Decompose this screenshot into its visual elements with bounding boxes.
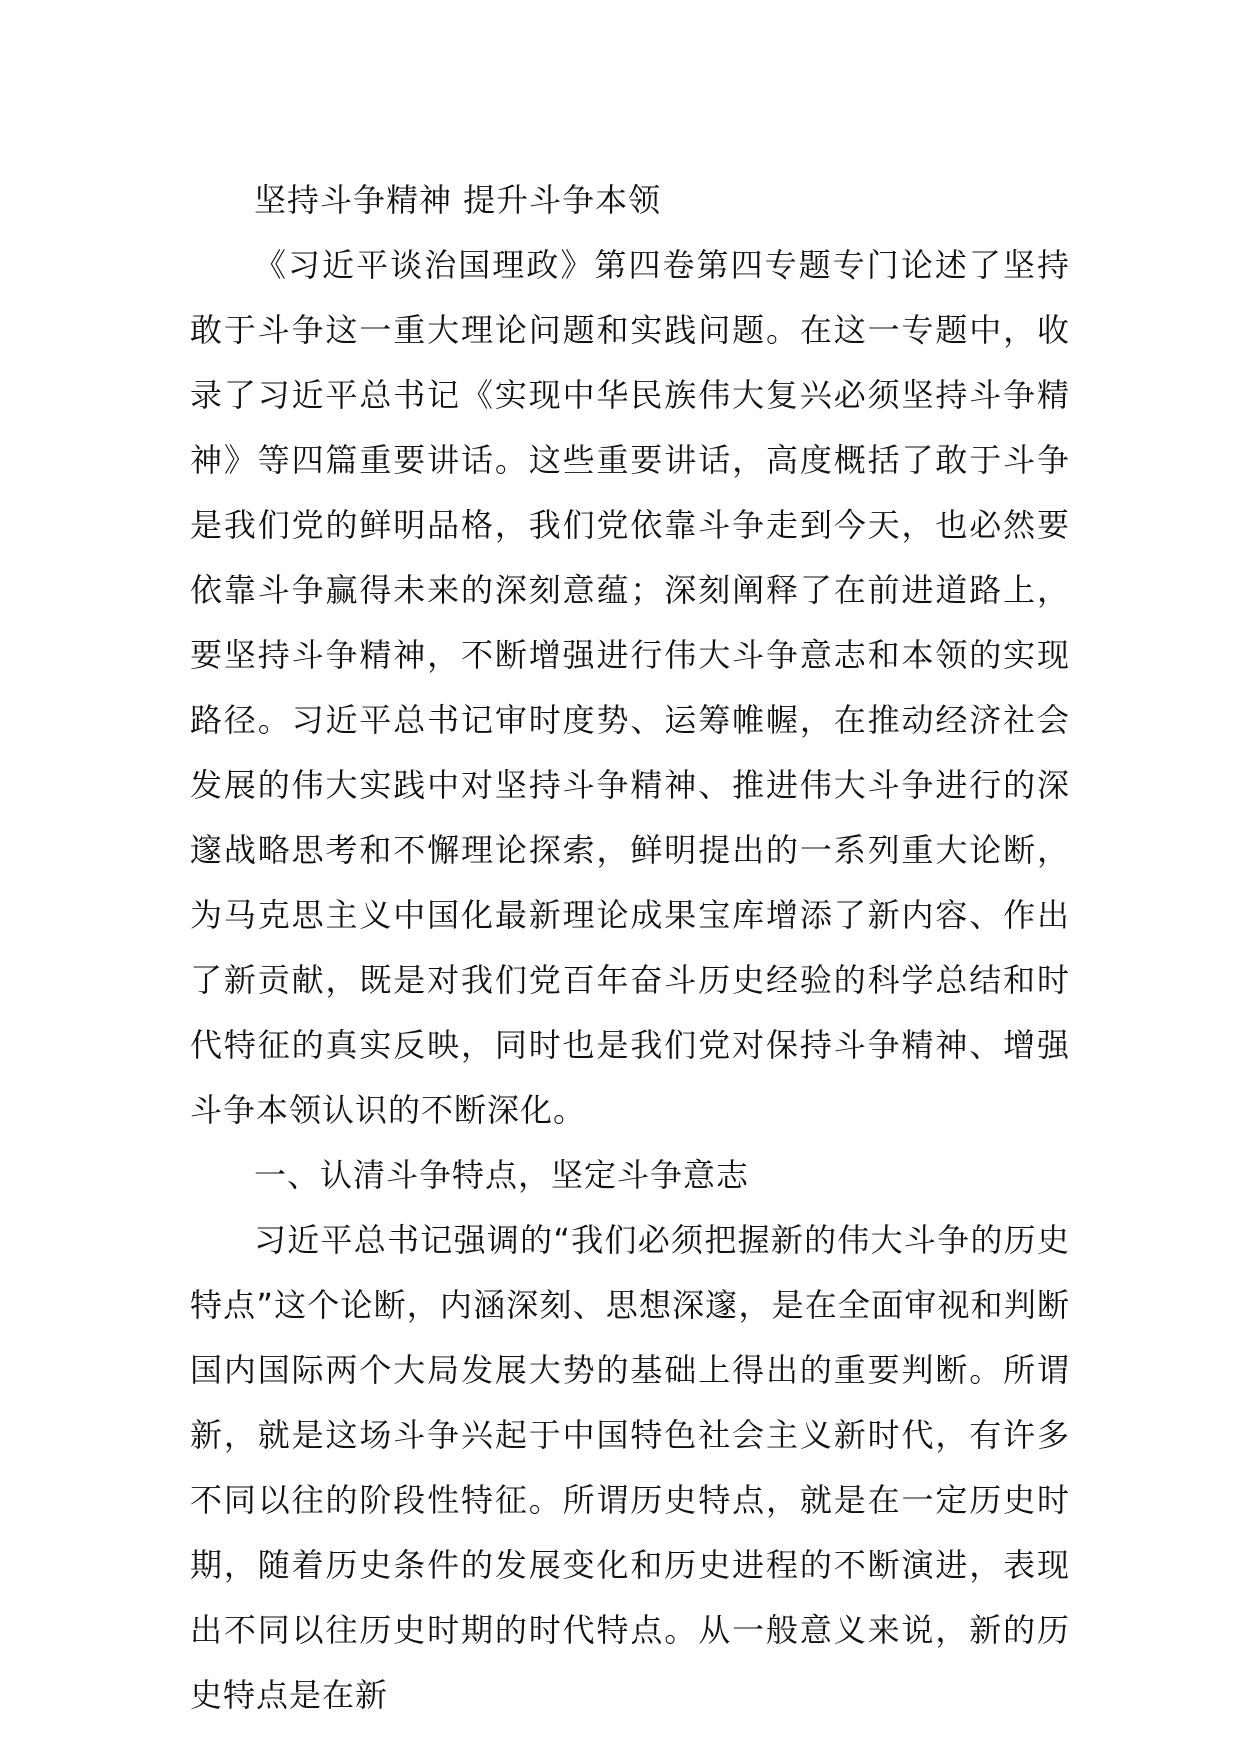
intro-paragraph: 《习近平谈治国理政》第四卷第四专题专门论述了坚持敢于斗争这一重大理论问题和实践问题。在这一专题中，收录了习近平总书记《实现中华民族伟大复兴必须坚持斗争精神》等四篇重要讲话。这些重要讲话，高度概括了敢于斗争是我们党的鲜明品格，我们党依靠斗争走到今天，也必然要依靠斗争赢得未来的深刻意蕴；深刻阐释了在前进道路上，要坚持斗争精神，不断增强进行伟大斗争意志和本领的实现路径。习近平总书记审时度势、运筹帷幄，在推动经济社会发展的伟大实践中对坚持斗争精神、推进伟大斗争进行的深邃战略思考和不懈理论探索，鲜明提出的一系列重大论断，为马克思主义中国化最新理论成果宝库增添了新内容、作出了新贡献，既是对我们党百年奋斗历史经验的科学总结和时代特征的真实反映，同时也是我们党对保持斗争精神、增强斗争本领认识的不断深化。 xyxy=(190,246,1070,1129)
document-body xyxy=(190,168,1070,1728)
document-title: 坚持斗争精神 提升斗争本领 xyxy=(254,181,662,219)
section-heading: 一、认清斗争特点，坚定斗争意志 xyxy=(254,1156,750,1194)
section-paragraph: 习近平总书记强调的“我们必须把握新的伟大斗争的历史特点”这个论断，内涵深刻、思想深邃，是在全面审视和判断国内国际两个大局发展大势的基础上得出的重要判断。所谓新，就是这场斗争兴起于中国特色社会主义新时代，有许多不同以往的阶段性特征。所谓历史特点，就是在一定历史时期，随着历史条件的发展变化和历史进程的不断演进，表现出不同以往历史时期的时代特点。从一般意义来说，新的历史特点是在新 xyxy=(190,1221,1070,1714)
